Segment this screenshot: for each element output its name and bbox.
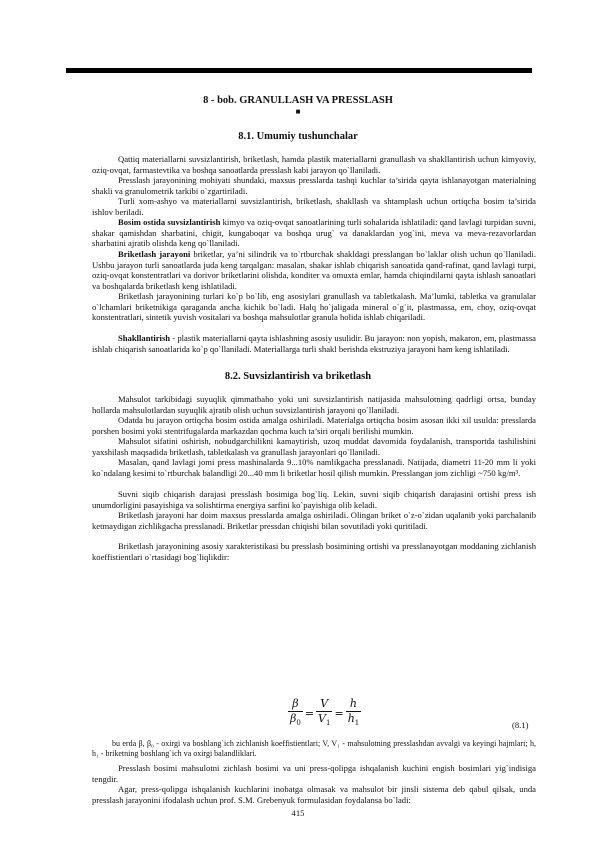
subscript: 1 bbox=[326, 719, 331, 727]
denominator bbox=[346, 712, 362, 730]
numerator: h bbox=[346, 697, 362, 712]
paragraph: Masalan, qand lavlagi jomi press mashinalarda 9...10% namlikgacha presslanadi. Natijada, diametri 11-20 mm li yoki ko`ndalang kesimi to`rtburchak balandligi 20...40 mm li briketlar hosil qilish mumkin. Presslangan jom zichligi ~750 kg/m³. bbox=[92, 457, 536, 478]
numerator: β bbox=[288, 697, 303, 712]
paragraph: Briketlash jarayonining turlari ko`p bo`lib, eng asosiylari granullash va tabletkalash. Ma’lumki, tabletka va granulalar o`lchamlari briketnikiga qaraganda ancha kichik bo`ladi. Halq ho`jaligada mineral o`g`it, plastmassa, em, choy, oziq-ovqat konstentratlari, sintetik yuvish vositalari va boshqa mahsulotlar granula holida ishlab chiqariladi. bbox=[92, 291, 536, 323]
section-title-8-1: 8.1. Umumiy tushunchalar bbox=[238, 131, 358, 142]
fraction-volume bbox=[316, 697, 332, 730]
paragraph-text: briketlar, ya’ni silindrik va to`rtburchak shakldagi presslangan bo`laklar olish uchun qo`llaniladi. Ushbu jarayon turli sanoatlarda juda keng tarqalgan: masalan, shakar ishlab chiqarish sanoatida qand-rafinat, qand lavlagi turpi, oziq-ovqat konstentratlari va dorivor briketlarini olishda, konditer va omuxta emlar, hamda chiqindilarni qayta ishlash sanoatlari va boshqalarda briketlash keng ishlatiladi. bbox=[92, 249, 536, 291]
page-number: 415 bbox=[291, 808, 305, 818]
paragraph: Presslash bosimi mahsulotni zichlash bosimi va uni press-qolipga ishqalanish kuchini engish bosimlari yig`indisiga tengdir. bbox=[92, 763, 536, 784]
paragraph: Suvni siqib chiqarish darajasi presslash bosimiga bog`liq. Lekin, suvni siqib chiqarish darajasini ortishi press ish unumdorligini pasayishiga va solishtirma energiya sarfini ko`payishiga olib keladi. bbox=[92, 489, 536, 510]
subscript: 1 bbox=[354, 719, 360, 727]
paragraph bbox=[92, 249, 536, 291]
paragraph: Turli xom-ashyo va materiallarni suvsizlantirish, briketlash, shakllash va shtamplash uchun ortiqcha bosim ta’sirida ishlov beriladi. bbox=[92, 196, 536, 217]
equation-number: (8.1) bbox=[512, 720, 529, 730]
equals-sign: = bbox=[304, 707, 315, 720]
subscript: 0 bbox=[296, 719, 301, 727]
term: Briketlash jarayoni bbox=[118, 249, 191, 259]
numerator: V bbox=[316, 697, 332, 712]
denominator-symbol: V bbox=[318, 712, 326, 725]
paragraph-text: kimyo va oziq-ovqat sanoatlarining turli sohalarida ishlatiladi: qand lavlagi turpidan suvni, shakar qamishdan sharbatini, chigit, kungaboqar va boshqa urug` va danaklardan yog`ini, meva va meva-rezavorlardan sharbatini ajratib olishda keng qo`llaniladi. bbox=[92, 217, 536, 249]
equation-8-1 bbox=[288, 697, 361, 730]
paragraph-text: - plastik materiallarni qayta ishlashning asosiy usulidir. Bu jarayon: non yopish, makaron, em, plastmassa ishlab chiqarish sanoatlarida ko`p qo`llaniladi. Materiallarga turli shakl berishda ekstruziya jarayoni ham keng ishlatiladi. bbox=[92, 333, 536, 354]
top-rule bbox=[66, 68, 532, 73]
denominator-symbol: β bbox=[290, 712, 297, 725]
term: Bosim ostida suvsizlantirish bbox=[118, 217, 221, 227]
paragraph: Briketlash jarayonining asosiy xarakteristikasi bu presslash bosimining ortishi va presslanayotgan moddaning zichlanish koeffistientlari o`rtasidagi bog`liqlikdir: bbox=[92, 541, 536, 562]
denominator bbox=[288, 712, 303, 730]
term: Shakllantirish bbox=[118, 333, 171, 343]
paragraph: Qattiq materiallarni suvsizlantirish, briketlash, hamda plastik materiallarni granullash va shakllantirish uchun kimyoviy, oziq-ovqat, farmastevtika va boshqa sanoatlarda presslash kabi jarayon qo`llaniladi. bbox=[92, 154, 536, 175]
section-title-8-2: 8.2. Suvsizlantirish va briketlash bbox=[224, 371, 372, 382]
fraction-height bbox=[346, 697, 362, 730]
variable-note: bu erda β, β₀ - oxirgi va boshlang`ich zichlanish koeffistientlari; V, V₁ - mahsulotning presslashdan avvalgi va keyingi hajmlari; h, h₁ - briketning boshlang`ich va oxirgi balandliklari. bbox=[92, 739, 536, 758]
paragraph bbox=[92, 333, 536, 354]
chapter-title: 8 - bob. GRANULLASH VA PRESSLASH bbox=[203, 95, 393, 106]
paragraph: Agar, press-qolipga ishqalanish kuchlarini inobatga olmasak va mahsulot bir jinsli sistema deb qabul qilsak, unda presslash jarayonini ifodalash uchun prof. S.M. Grebenyuk formulasidan foydalansa bo`ladi: bbox=[92, 784, 536, 805]
paragraph: Mahsulot sifatini oshirish, nobudgarchilikni kamaytirish, uzoq muddat davomida foydalanish, transportda tashilishini yaxshilash maqsadida briketlash, tabletkalash va granullash jarayonlari qo`llaniladi. bbox=[92, 436, 536, 457]
denominator bbox=[316, 712, 332, 730]
paragraph bbox=[92, 217, 536, 249]
denominator-symbol: h bbox=[347, 712, 355, 725]
paragraph: Odatda bu jarayon ortiqcha bosim ostida amalga oshiriladi. Materialga ortiqcha bosim asosan ikki xil usulda: presslarda porshen bosimi yoki stentrifugalarda markazdan qochma kuch ta’siri orqali berilishi mumkin. bbox=[92, 415, 536, 436]
paragraph: Presslash jarayonining mohiyati shundaki, maxsus presslarda tashqi kuchlar ta’sirida qayta ishlanayotgan materialning shakli va granulometrik tarkibi o`zgartiriladi. bbox=[92, 175, 536, 196]
chapter-marker: ■ bbox=[295, 107, 301, 116]
fraction-beta bbox=[288, 697, 303, 730]
equals-sign: = bbox=[334, 707, 344, 720]
paragraph: Briketlash jarayoni har doim maxsus presslarda amalga oshiriladi. Olingan briket o`z-o`zidan uqalanib yoki parchalanib ketmaydigan zichlikgacha presslanadi. Briketlar pressdan chiqishi bilan sovutiladi yoki quritiladi. bbox=[92, 510, 536, 531]
paragraph: Mahsulot tarkibidagi suyuqlik qimmatbaho yoki uni suvsizlantirish natijasida mahsulotning qadrligi ortsa, bunday hollarda mahsulotlardan suyuqlik ajratib olish uchun suvsizlantirish jarayoni qo`llaniladi. bbox=[92, 394, 536, 415]
